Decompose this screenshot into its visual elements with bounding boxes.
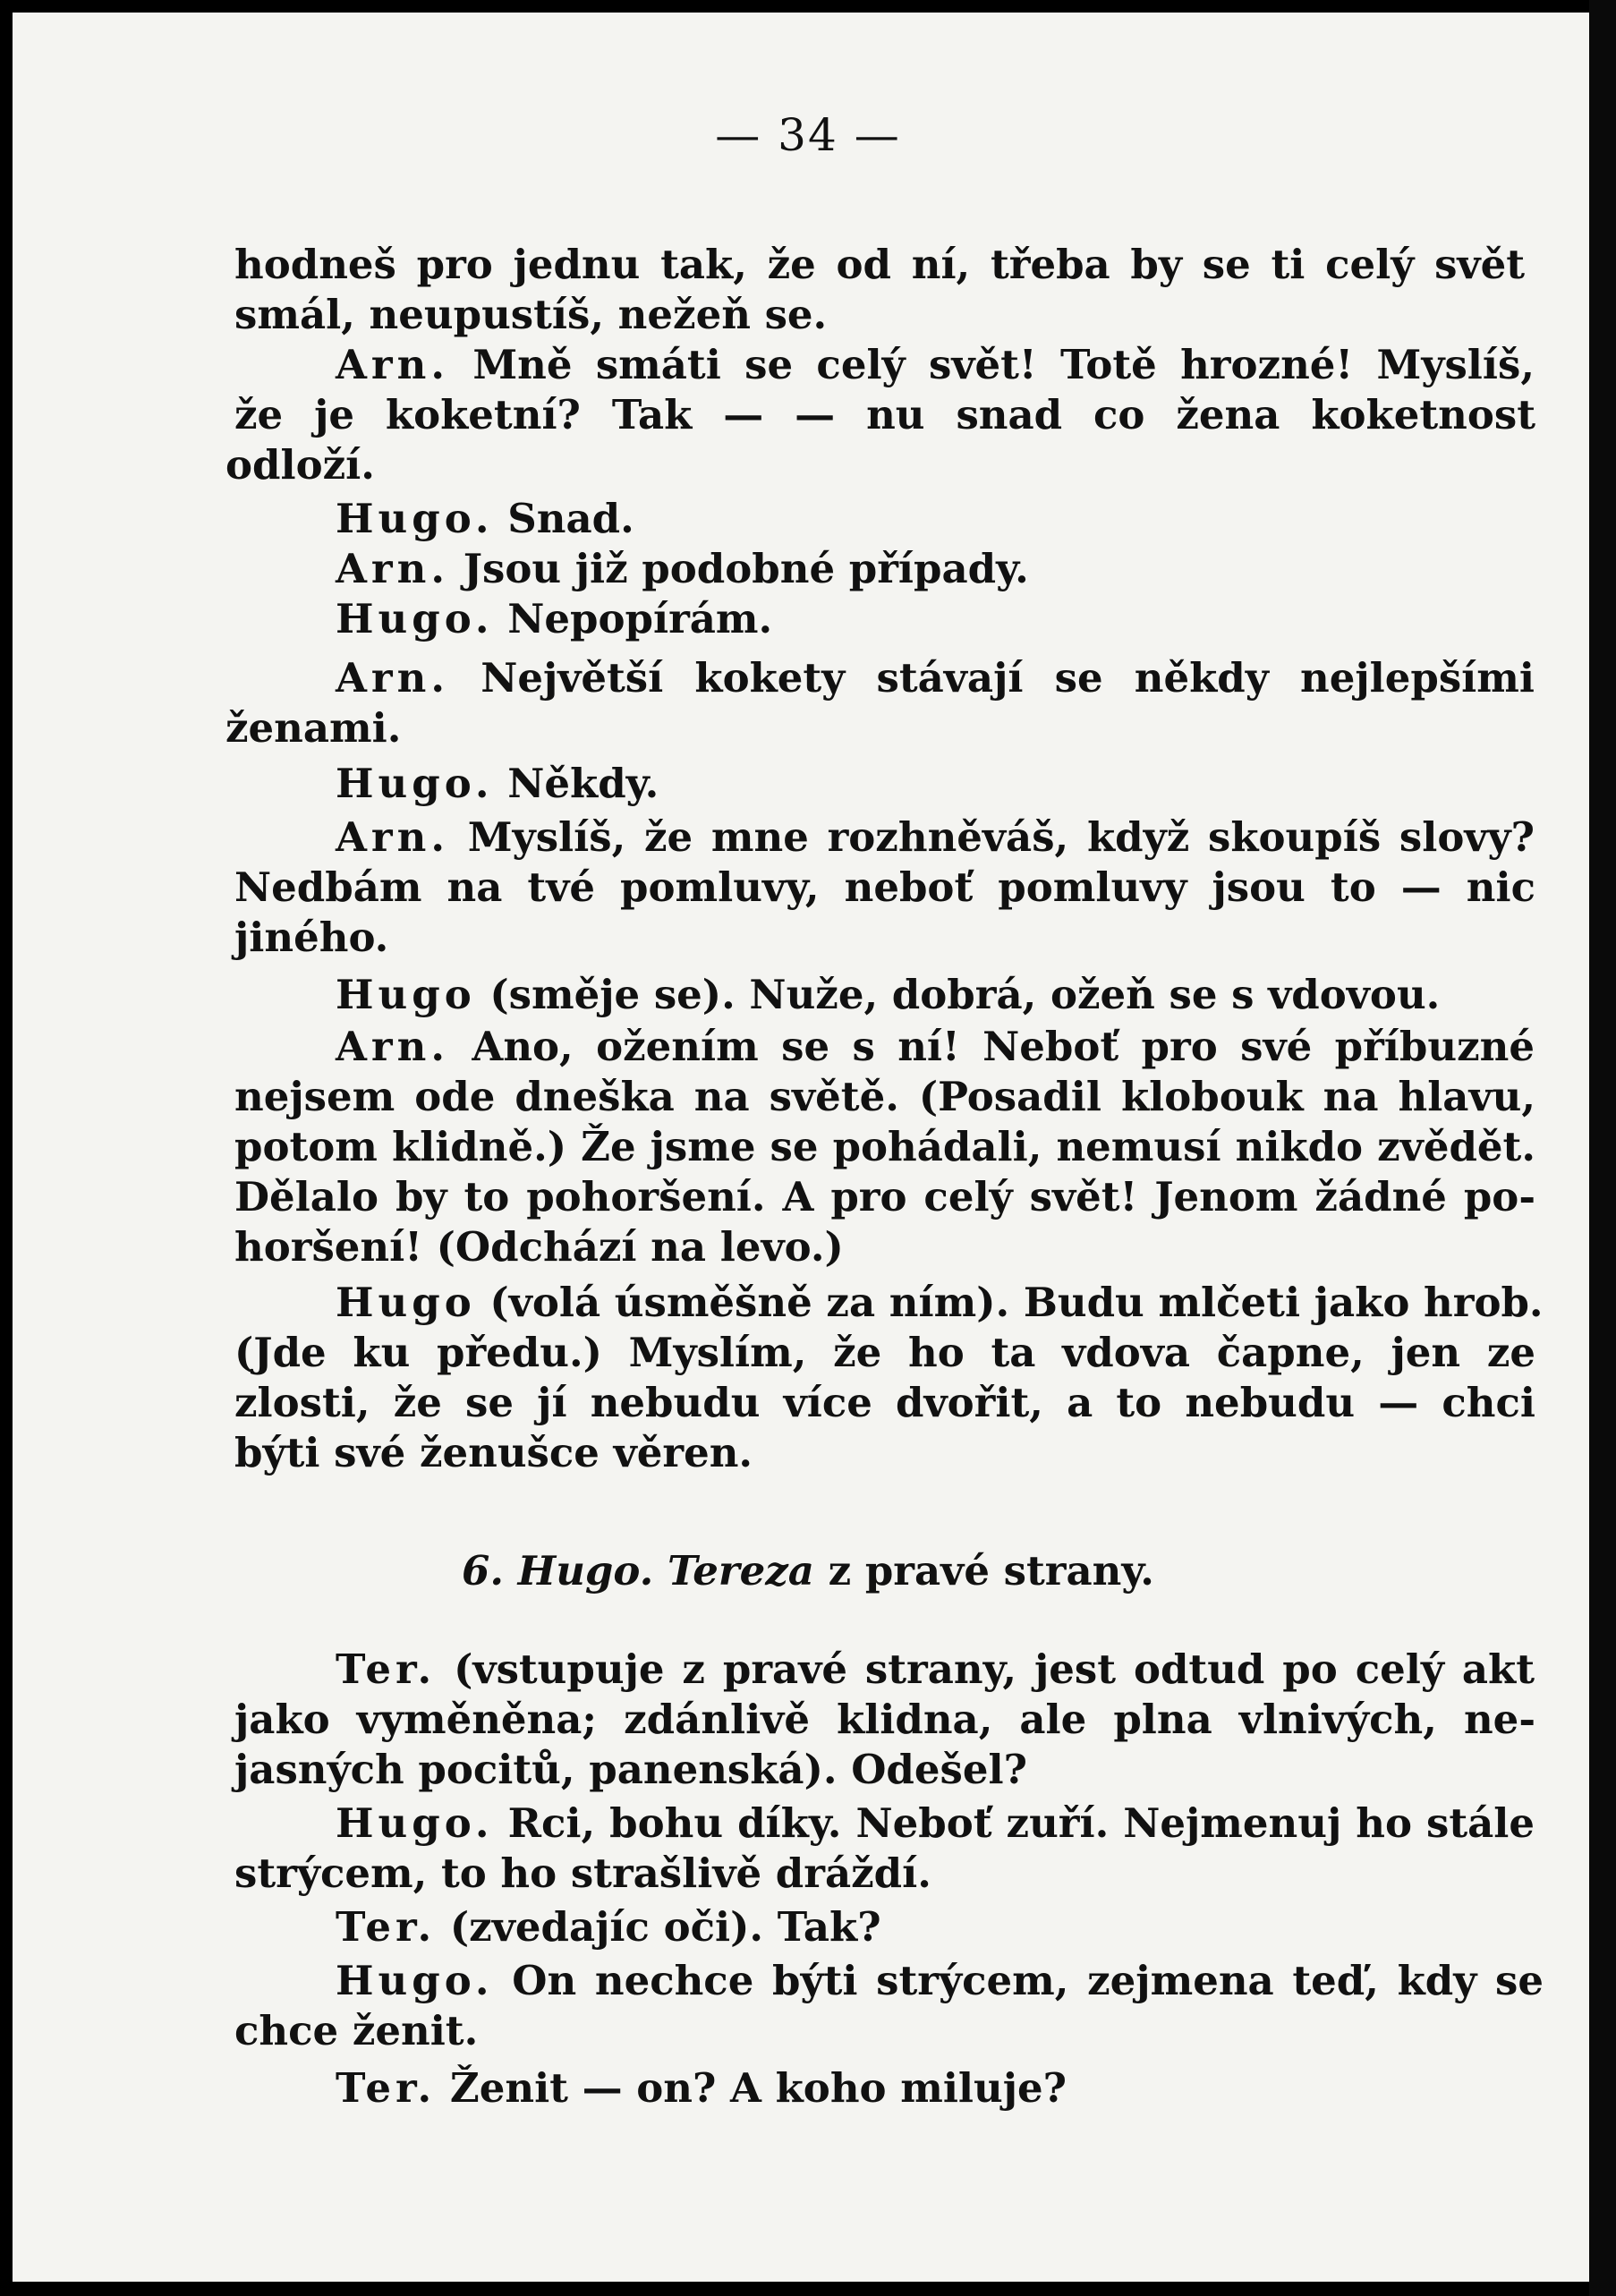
text-line: zlosti, že se jí nebudu více dvořit, a to nebudu — chci [234,1379,1535,1426]
dialogue-line: Hugo (volá úsměšně za ním). Budu mlčeti jako hrob. [336,1279,1544,1326]
text-line: potom klidně.) Že jsme se pohádali, nemusí nikdo zvědět. [234,1123,1535,1170]
text-line: chce ženit. [234,2007,479,2054]
speaker: Hugo. [336,1957,494,2004]
scene-number: 6. [462,1547,504,1594]
text-line: horšení! (Odchází na levo.) [234,1223,844,1271]
dialogue-line: Ter. (zvedajíc oči). Tak? [336,1903,881,1951]
speaker: Arn. [336,1023,450,1070]
text-line: nejsem ode dneška na světě. (Posadil klobouk na hlavu, [234,1073,1535,1120]
speaker: Hugo [336,1279,476,1326]
text-line: Nedbám na tvé pomluvy, neboť pomluvy jsou to — nic [234,863,1535,911]
speaker: Arn. [336,654,450,702]
dialogue-line: Arn. Jsou již podobné případy. [336,545,1029,592]
speaker: Hugo. [336,595,494,642]
text-line: smál, neupustíš, nežeň se. [234,291,828,338]
dialogue-line: Ter. (vstupuje z pravé strany, jest odtud po celý akt [336,1645,1535,1693]
dialogue-line: Hugo. Někdy. [336,760,659,807]
speaker: Arn. [336,545,450,592]
speaker: Arn. [336,813,450,861]
speaker: Ter. [336,2064,437,2112]
dialogue-line: Arn. Největší kokety stávají se někdy nejlepšími [336,654,1535,702]
text-line: ženami. [225,704,402,752]
scene-character: Hugo. [517,1547,654,1594]
text-line: hodneš pro jednu tak, že od ní, třeba by se ti celý svět [234,241,1525,288]
page-number: — 34 — [715,109,901,161]
dialogue-line: Hugo. Rci, bohu díky. Neboť zuří. Nejmenuj ho stále [336,1799,1535,1847]
dialogue-line: Hugo (směje se). Nuže, dobrá, ožeň se s vdovou. [336,971,1441,1018]
speaker: Ter. [336,1645,437,1693]
text-line: jiného. [234,914,389,961]
text-line: že je koketní? Tak — — nu snad co žena koketnost [234,391,1535,438]
speaker: Hugo. [336,1799,494,1847]
scene-direction: z pravé strany. [828,1547,1154,1594]
dialogue-line: Arn. Mně smáti se celý svět! Totě hrozné! Myslíš, [336,341,1535,388]
scene-heading [0,1546,1616,1596]
dialogue-line: Hugo. Snad. [336,495,634,542]
scan-edge [1589,0,1616,2296]
text-line: Dělalo by to pohoršení. A pro celý svět! Jenom žádné po- [234,1173,1535,1220]
dialogue-line: Arn. Ano, ožením se s ní! Neboť pro své příbuzné [336,1023,1535,1070]
text-line: jasných pocitů, panenská). Odešel? [234,1746,1027,1793]
text-line: (Jde ku předu.) Myslím, že ho ta vdova čapne, jen ze [234,1329,1535,1376]
speaker: Hugo [336,971,476,1018]
text-line: býti své ženušce věren. [234,1429,753,1476]
dialogue-line: Arn. Myslíš, že mne rozhněváš, když skoupíš slovy? [336,813,1535,861]
speaker: Hugo. [336,760,494,807]
speaker: Ter. [336,1903,437,1951]
speaker: Arn. [336,341,450,388]
text-line: odloží. [225,441,375,489]
speaker: Hugo. [336,495,494,542]
text-line: strýcem, to ho strašlivě dráždí. [234,1850,931,1897]
dialogue-line: Hugo. Nepopírám. [336,595,773,642]
dialogue-line: Ter. Ženit — on? A koho miluje? [336,2064,1067,2112]
text-line: jako vyměněna; zdánlivě klidna, ale plna vlnivých, ne- [234,1696,1535,1743]
scene-character: Tereza [667,1547,814,1594]
dialogue-line: Hugo. On nechce býti strýcem, zejmena teď, kdy se [336,1957,1544,2004]
